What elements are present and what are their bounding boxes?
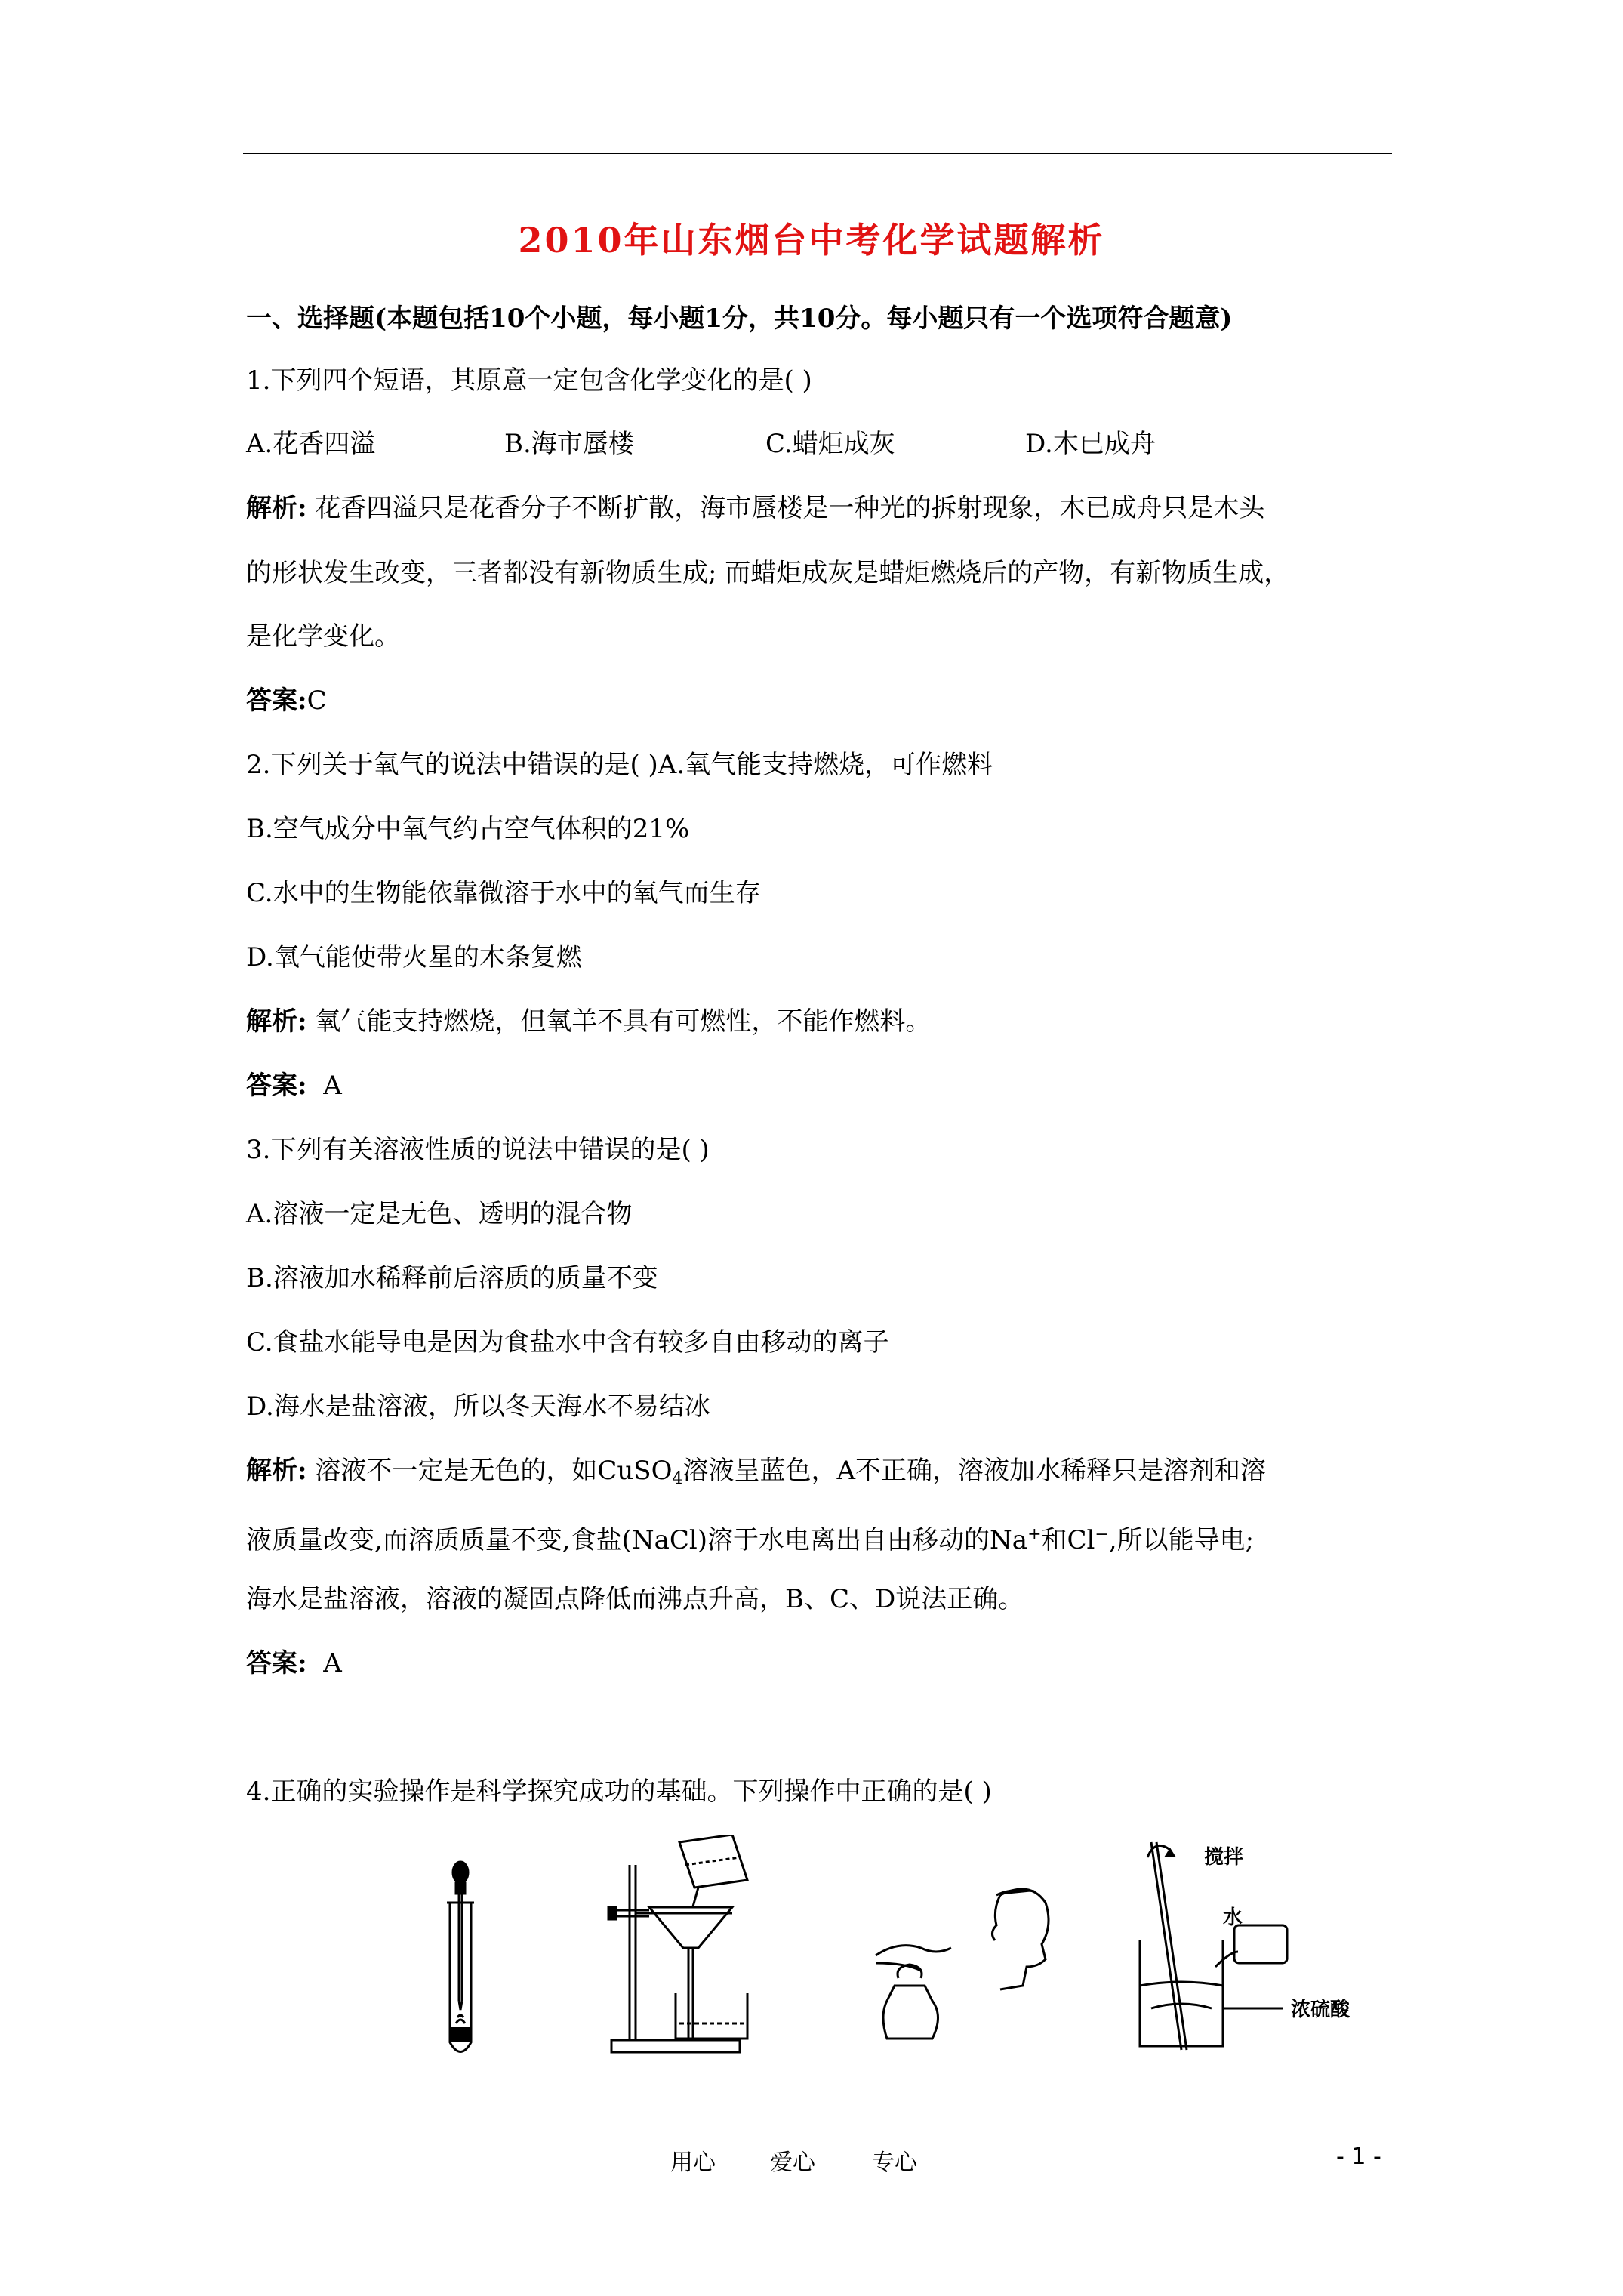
q2-option-d: D.氧气能使带火星的木条复燃 bbox=[246, 942, 582, 972]
q4-stem: 4.正确的实验操作是科学探究成功的基础。下列操作中正确的是( ) bbox=[246, 1777, 992, 1807]
q3-analysis-line-1: 解析: 溶液不一定是无色的，如CuSO$_4$溶液呈蓝色，A不正确，溶液加水稀释只是溶剂和溶 bbox=[246, 1456, 1267, 1488]
dropper-test-tube-figure bbox=[423, 1850, 498, 2069]
q1-option-d: D.木已成舟 bbox=[1025, 429, 1156, 459]
q3-answer: 答案: A bbox=[246, 1648, 342, 1678]
header-rule bbox=[243, 153, 1392, 154]
q3-option-c: C.食盐水能导电是因为食盐水中含有较多自由移动的离子 bbox=[246, 1327, 889, 1358]
q3-analysis-line-2: 液质量改变,而溶质质量不变,食盐(NaCl)溶于水电离出自由移动的Na+和Cl−,所以能导电; bbox=[246, 1525, 1255, 1555]
q1-option-b: B.海市蜃楼 bbox=[504, 429, 634, 459]
footer-motto-1: 用心 bbox=[670, 2150, 716, 2176]
q3-option-a: A.溶液一定是无色、透明的混合物 bbox=[246, 1199, 633, 1229]
q2-answer: 答案: A bbox=[246, 1071, 342, 1101]
label-acid: 浓硫酸 bbox=[1291, 1999, 1350, 2021]
q1-analysis-line-2: 的形状发生改变，三者都没有新物质生成; 而蜡炬成灰是蜡炬燃烧后的产物，有新物质生成， bbox=[246, 558, 1290, 588]
q3-stem: 3.下列有关溶液性质的说法中错误的是( ) bbox=[246, 1135, 710, 1165]
label-water: 水 bbox=[1223, 1906, 1243, 1929]
footer-motto-3: 专心 bbox=[872, 2150, 917, 2176]
label-stir: 搅拌 bbox=[1204, 1846, 1244, 1869]
footer-motto-2: 爱心 bbox=[770, 2150, 815, 2176]
q1-analysis-label: 解析: bbox=[246, 493, 307, 523]
q2-stem: 2.下列关于氧气的说法中错误的是( )A.氧气能支持燃烧，可作燃料 bbox=[246, 750, 993, 780]
q2-analysis: 解析: 氧气能支持燃烧，但氧羊不具有可燃性，不能作燃料。 bbox=[246, 1006, 932, 1037]
q1-analysis-line-1: 解析: 花香四溢只是花香分子不断扩散，海市蜃楼是一种光的拆射现象，木已成舟只是木头 bbox=[246, 493, 1265, 523]
page-number: - 1 - bbox=[1336, 2143, 1381, 2170]
filtration-figure bbox=[604, 1835, 778, 2061]
q3-option-d: D.海水是盐溶液，所以冬天海水不易结冰 bbox=[246, 1391, 710, 1422]
q1-analysis-line-3: 是化学变化。 bbox=[246, 621, 400, 652]
q2-option-c: C.水中的生物能依靠微溶于水中的氧气而生存 bbox=[246, 878, 761, 908]
q1-answer: 答案:C bbox=[246, 686, 327, 716]
smelling-gas-figure bbox=[861, 1872, 1064, 2054]
q2-option-b: B.空气成分中氧气约占空气体积的21% bbox=[246, 814, 690, 844]
page-title: 2010年山东烟台中考化学试题解析 bbox=[518, 220, 1105, 260]
q3-option-b: B.溶液加水稀释前后溶质的质量不变 bbox=[246, 1263, 658, 1293]
section-heading: 一、选择题(本题包括10个小题，每小题1分，共10分。每小题只有一个选项符合题意) bbox=[246, 304, 1233, 334]
q3-analysis-line-3: 海水是盐溶液，溶液的凝固点降低而沸点升高，B、C、D说法正确。 bbox=[246, 1584, 1024, 1614]
q1-option-a: A.花香四溢 bbox=[246, 429, 376, 459]
dilution-figure bbox=[1110, 1835, 1381, 2061]
q1-option-c: C.蜡炬成灰 bbox=[765, 429, 895, 459]
q1-stem: 1.下列四个短语，其原意一定包含化学变化的是( ) bbox=[246, 365, 812, 396]
